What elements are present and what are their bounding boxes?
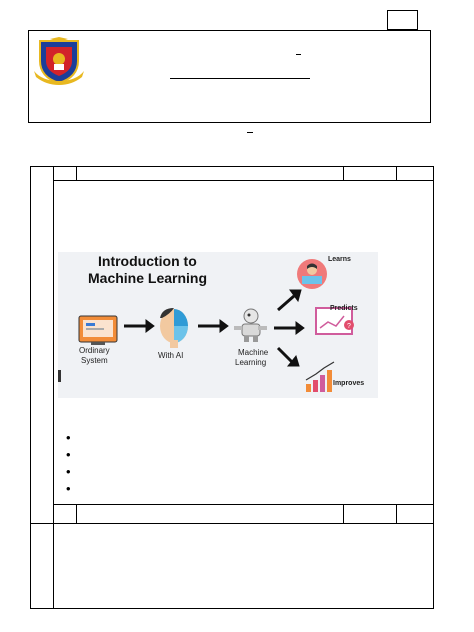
- figure-title-line1: Introduction to: [98, 253, 197, 269]
- ml-infographic: [58, 252, 378, 398]
- arrow-down-right-icon: [278, 348, 299, 366]
- learns-label: Learns: [328, 256, 351, 263]
- university-crest-logo: [32, 37, 86, 85]
- robot-icon: [234, 309, 267, 342]
- with-ai-label: With AI: [158, 351, 184, 360]
- arrow-right-icon: [198, 320, 228, 332]
- ai-head-icon: [160, 308, 188, 348]
- row2-col-divider-c: [396, 504, 397, 523]
- row1-col-divider-b: [343, 166, 344, 180]
- ordinary-label-l1: Ordinary: [79, 346, 110, 355]
- left-column-divider: [53, 166, 54, 609]
- row2-col-divider-b: [343, 504, 344, 523]
- improves-label: Improves: [333, 380, 365, 387]
- svg-text:?: ?: [347, 323, 351, 330]
- row1-col-divider-a: [76, 166, 77, 180]
- row1-bottom-rule: [53, 180, 434, 181]
- arrow-right-icon: [124, 320, 154, 332]
- row1-col-divider-c: [396, 166, 397, 180]
- monitor-icon: [79, 316, 117, 345]
- ml-label-l2: Learning: [235, 358, 267, 367]
- figure-edge-tab: [58, 370, 61, 382]
- figure-title-line2: Machine Learning: [88, 270, 208, 286]
- row2-top-rule: [53, 504, 434, 505]
- predicts-label: Predicts: [330, 305, 358, 312]
- header-dash-mark: [296, 54, 301, 55]
- header-title-underline: [170, 78, 310, 79]
- arrow-up-right-icon: [278, 290, 301, 310]
- bar-growth-icon: [306, 362, 334, 392]
- header-frame: [28, 30, 431, 123]
- learner-icon: [297, 259, 327, 289]
- row2-bottom-rule: [30, 523, 434, 524]
- ordinary-label-l2: System: [81, 356, 108, 365]
- page-dash-mark: [247, 132, 253, 133]
- arrow-right-icon: [274, 322, 304, 334]
- page-number-box: [387, 10, 418, 30]
- row2-col-divider-a: [76, 504, 77, 523]
- ml-label-l1: Machine: [238, 348, 269, 357]
